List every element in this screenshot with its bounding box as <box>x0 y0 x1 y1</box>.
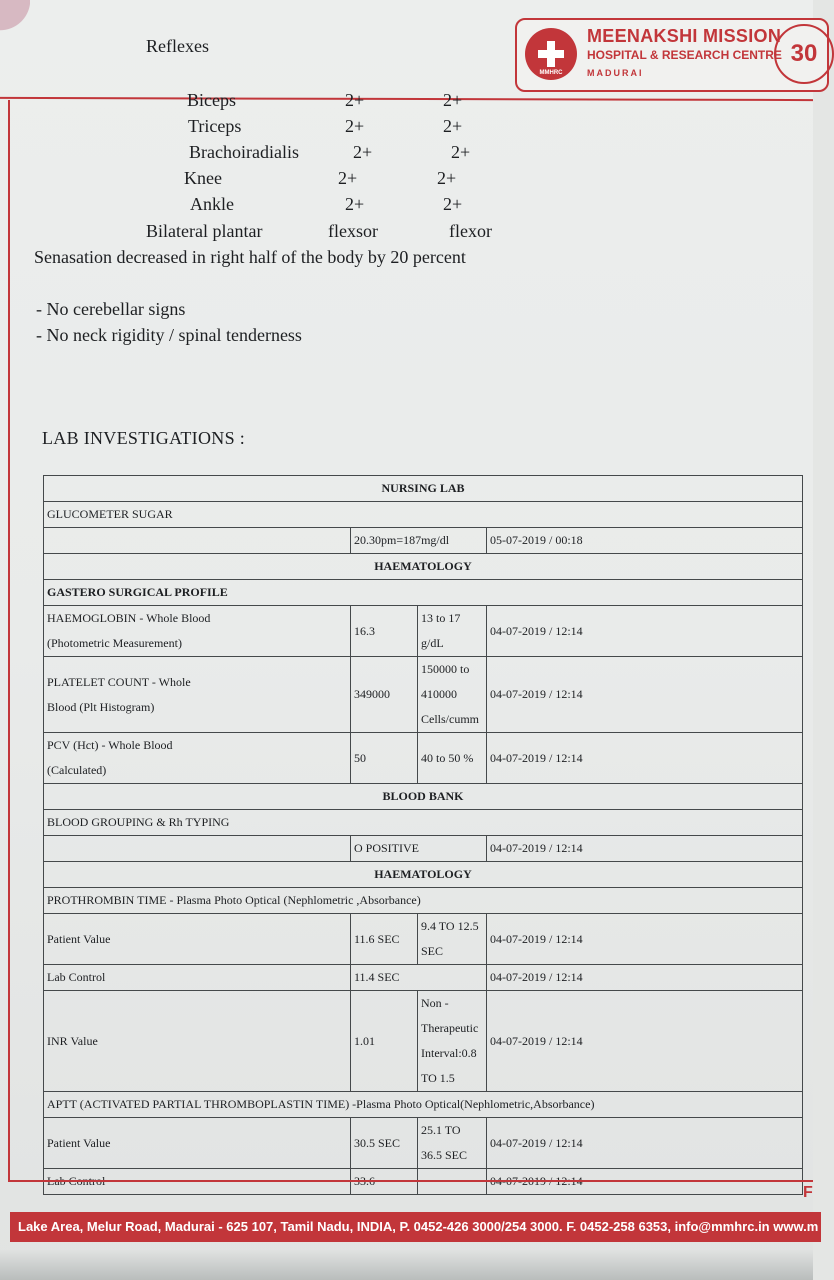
test-method: (Calculated) <box>47 763 107 777</box>
reference-range: 40 to 50 % <box>418 733 487 784</box>
blood-group-value: O POSITIVE <box>351 836 487 862</box>
test-value: 1.01 <box>351 991 418 1092</box>
test-date: 04-07-2019 / 12:14 <box>487 991 803 1092</box>
blood-group-date: 04-07-2019 / 12:14 <box>487 836 803 862</box>
reference-range: 410000 <box>421 687 457 701</box>
gastero-profile-label: GASTERO SURGICAL PROFILE <box>44 580 803 606</box>
reflex-right: 2+ <box>345 116 365 136</box>
reference-range: 25.1 TO <box>421 1123 461 1137</box>
clinical-note: - No neck rigidity / spinal tenderness <box>36 325 302 345</box>
test-date: 04-07-2019 / 12:14 <box>487 733 803 784</box>
footer-corner-letter: F <box>803 1184 813 1201</box>
reference-range: 150000 to <box>421 662 470 676</box>
reflex-left: 2+ <box>451 142 471 162</box>
reflex-left: 2+ <box>443 90 463 110</box>
lab-investigations-title: LAB INVESTIGATIONS : <box>42 428 245 448</box>
blood-grouping-label: BLOOD GROUPING & Rh TYPING <box>44 810 803 836</box>
test-name: Patient Value <box>44 914 351 965</box>
reference-unit: SEC <box>421 944 444 958</box>
logo-city: MADURAI <box>587 68 644 78</box>
test-date: 04-07-2019 / 12:14 <box>487 914 803 965</box>
test-date: 04-07-2019 / 12:14 <box>487 1118 803 1169</box>
reflexes-heading: Reflexes <box>146 36 209 56</box>
reflex-name: Ankle <box>190 194 234 214</box>
test-name: PLATELET COUNT - Whole <box>47 674 191 689</box>
aptt-label: APTT (ACTIVATED PARTIAL THROMBOPLASTIN TIME) -Plasma Photo Optical(Nephlometric,Absorbance) <box>44 1092 803 1118</box>
test-value: 50 <box>351 733 418 784</box>
reference-range: 13 to 17 <box>421 611 461 625</box>
test-value: 11.4 SEC <box>351 965 487 991</box>
table-row <box>44 657 803 733</box>
test-value: 30.5 SEC <box>351 1118 418 1169</box>
test-method: Blood (Plt Histogram) <box>47 699 155 714</box>
reference-unit: Cells/cumm <box>421 712 479 726</box>
test-name: Patient Value <box>44 1118 351 1169</box>
reflex-name: Biceps <box>187 90 236 110</box>
test-date: 04-07-2019 / 12:14 <box>487 606 803 657</box>
prothrombin-label: PROTHROMBIN TIME - Plasma Photo Optical (Nephlometric ,Absorbance) <box>44 888 803 914</box>
table-row <box>44 606 803 657</box>
reference-range: 36.5 SEC <box>421 1148 468 1162</box>
reference-range: Non - <box>421 996 449 1010</box>
table-row <box>44 1118 803 1169</box>
reflex-right: 2+ <box>338 168 358 188</box>
reflex-left: 2+ <box>443 194 463 214</box>
reflex-left: 2+ <box>443 116 463 136</box>
sensation-note: Senasation decreased in right half of the body by 20 percent <box>34 247 466 267</box>
test-method: (Photometric Measurement) <box>47 636 182 650</box>
reflex-right: 2+ <box>353 142 373 162</box>
reflex-name: Triceps <box>188 116 242 136</box>
reflex-left: 2+ <box>437 168 457 188</box>
test-value: 16.3 <box>351 606 418 657</box>
reflex-right: flexsor <box>328 221 378 241</box>
test-name: PCV (Hct) - Whole Blood <box>47 738 173 752</box>
header-rule <box>0 97 813 101</box>
reflex-name: Brachoiradialis <box>189 142 299 162</box>
lab-results-table <box>43 475 803 1195</box>
frame-left-rule <box>8 100 10 1180</box>
table-row <box>44 965 803 991</box>
reflex-left: flexor <box>449 221 492 241</box>
test-name: HAEMOGLOBIN - Whole Blood <box>47 611 211 625</box>
reference-unit: g/dL <box>421 636 444 650</box>
section-blood-bank: BLOOD BANK <box>44 784 803 810</box>
frame-bottom-rule <box>8 1180 813 1182</box>
page-corner-mark <box>0 0 30 40</box>
logo-emblem-text: MMHRC <box>539 70 563 76</box>
test-name: INR Value <box>44 991 351 1092</box>
section-haematology: HAEMATOLOGY <box>44 862 803 888</box>
test-value: 11.6 SEC <box>351 914 418 965</box>
reference-range: Therapeutic <box>421 1021 479 1035</box>
anniversary-number: 30 <box>790 40 818 67</box>
reflex-name: Knee <box>184 168 222 188</box>
reference-range: 9.4 TO 12.5 <box>421 919 479 933</box>
reference-range: TO 1.5 <box>421 1071 455 1085</box>
glucometer-value: 20.30pm=187mg/dl <box>351 528 487 554</box>
table-row <box>44 733 803 784</box>
reflex-name: Bilateral plantar <box>146 221 263 241</box>
hospital-logo <box>515 18 829 92</box>
test-value: 349000 <box>351 657 418 733</box>
reference-range: Interval:0.8 <box>421 1046 477 1060</box>
test-date: 04-07-2019 / 12:14 <box>487 657 803 733</box>
table-row <box>44 991 803 1092</box>
section-haematology: HAEMATOLOGY <box>44 554 803 580</box>
section-nursing-lab: NURSING LAB <box>44 476 803 502</box>
page-shadow <box>0 1250 813 1280</box>
reflex-right: 2+ <box>345 90 365 110</box>
hospital-cross-icon <box>525 28 577 80</box>
test-name: Lab Control <box>44 965 351 991</box>
glucometer-label: GLUCOMETER SUGAR <box>44 502 803 528</box>
anniversary-seal <box>774 24 834 84</box>
glucometer-date: 05-07-2019 / 00:18 <box>487 528 803 554</box>
logo-name-line1: MEENAKSHI MISSION <box>587 26 782 46</box>
reflex-right: 2+ <box>345 194 365 214</box>
table-row <box>44 914 803 965</box>
test-date: 04-07-2019 / 12:14 <box>487 965 803 991</box>
logo-name-line2: HOSPITAL & RESEARCH CENTRE <box>587 48 782 62</box>
footer-address-bar: Lake Area, Melur Road, Madurai - 625 107, Tamil Nadu, INDIA, P. 0452-426 3000/254 3000. F. 0452-258 6353, info@mmhrc.in www.m <box>10 1212 821 1242</box>
clinical-note: - No cerebellar signs <box>36 299 186 319</box>
